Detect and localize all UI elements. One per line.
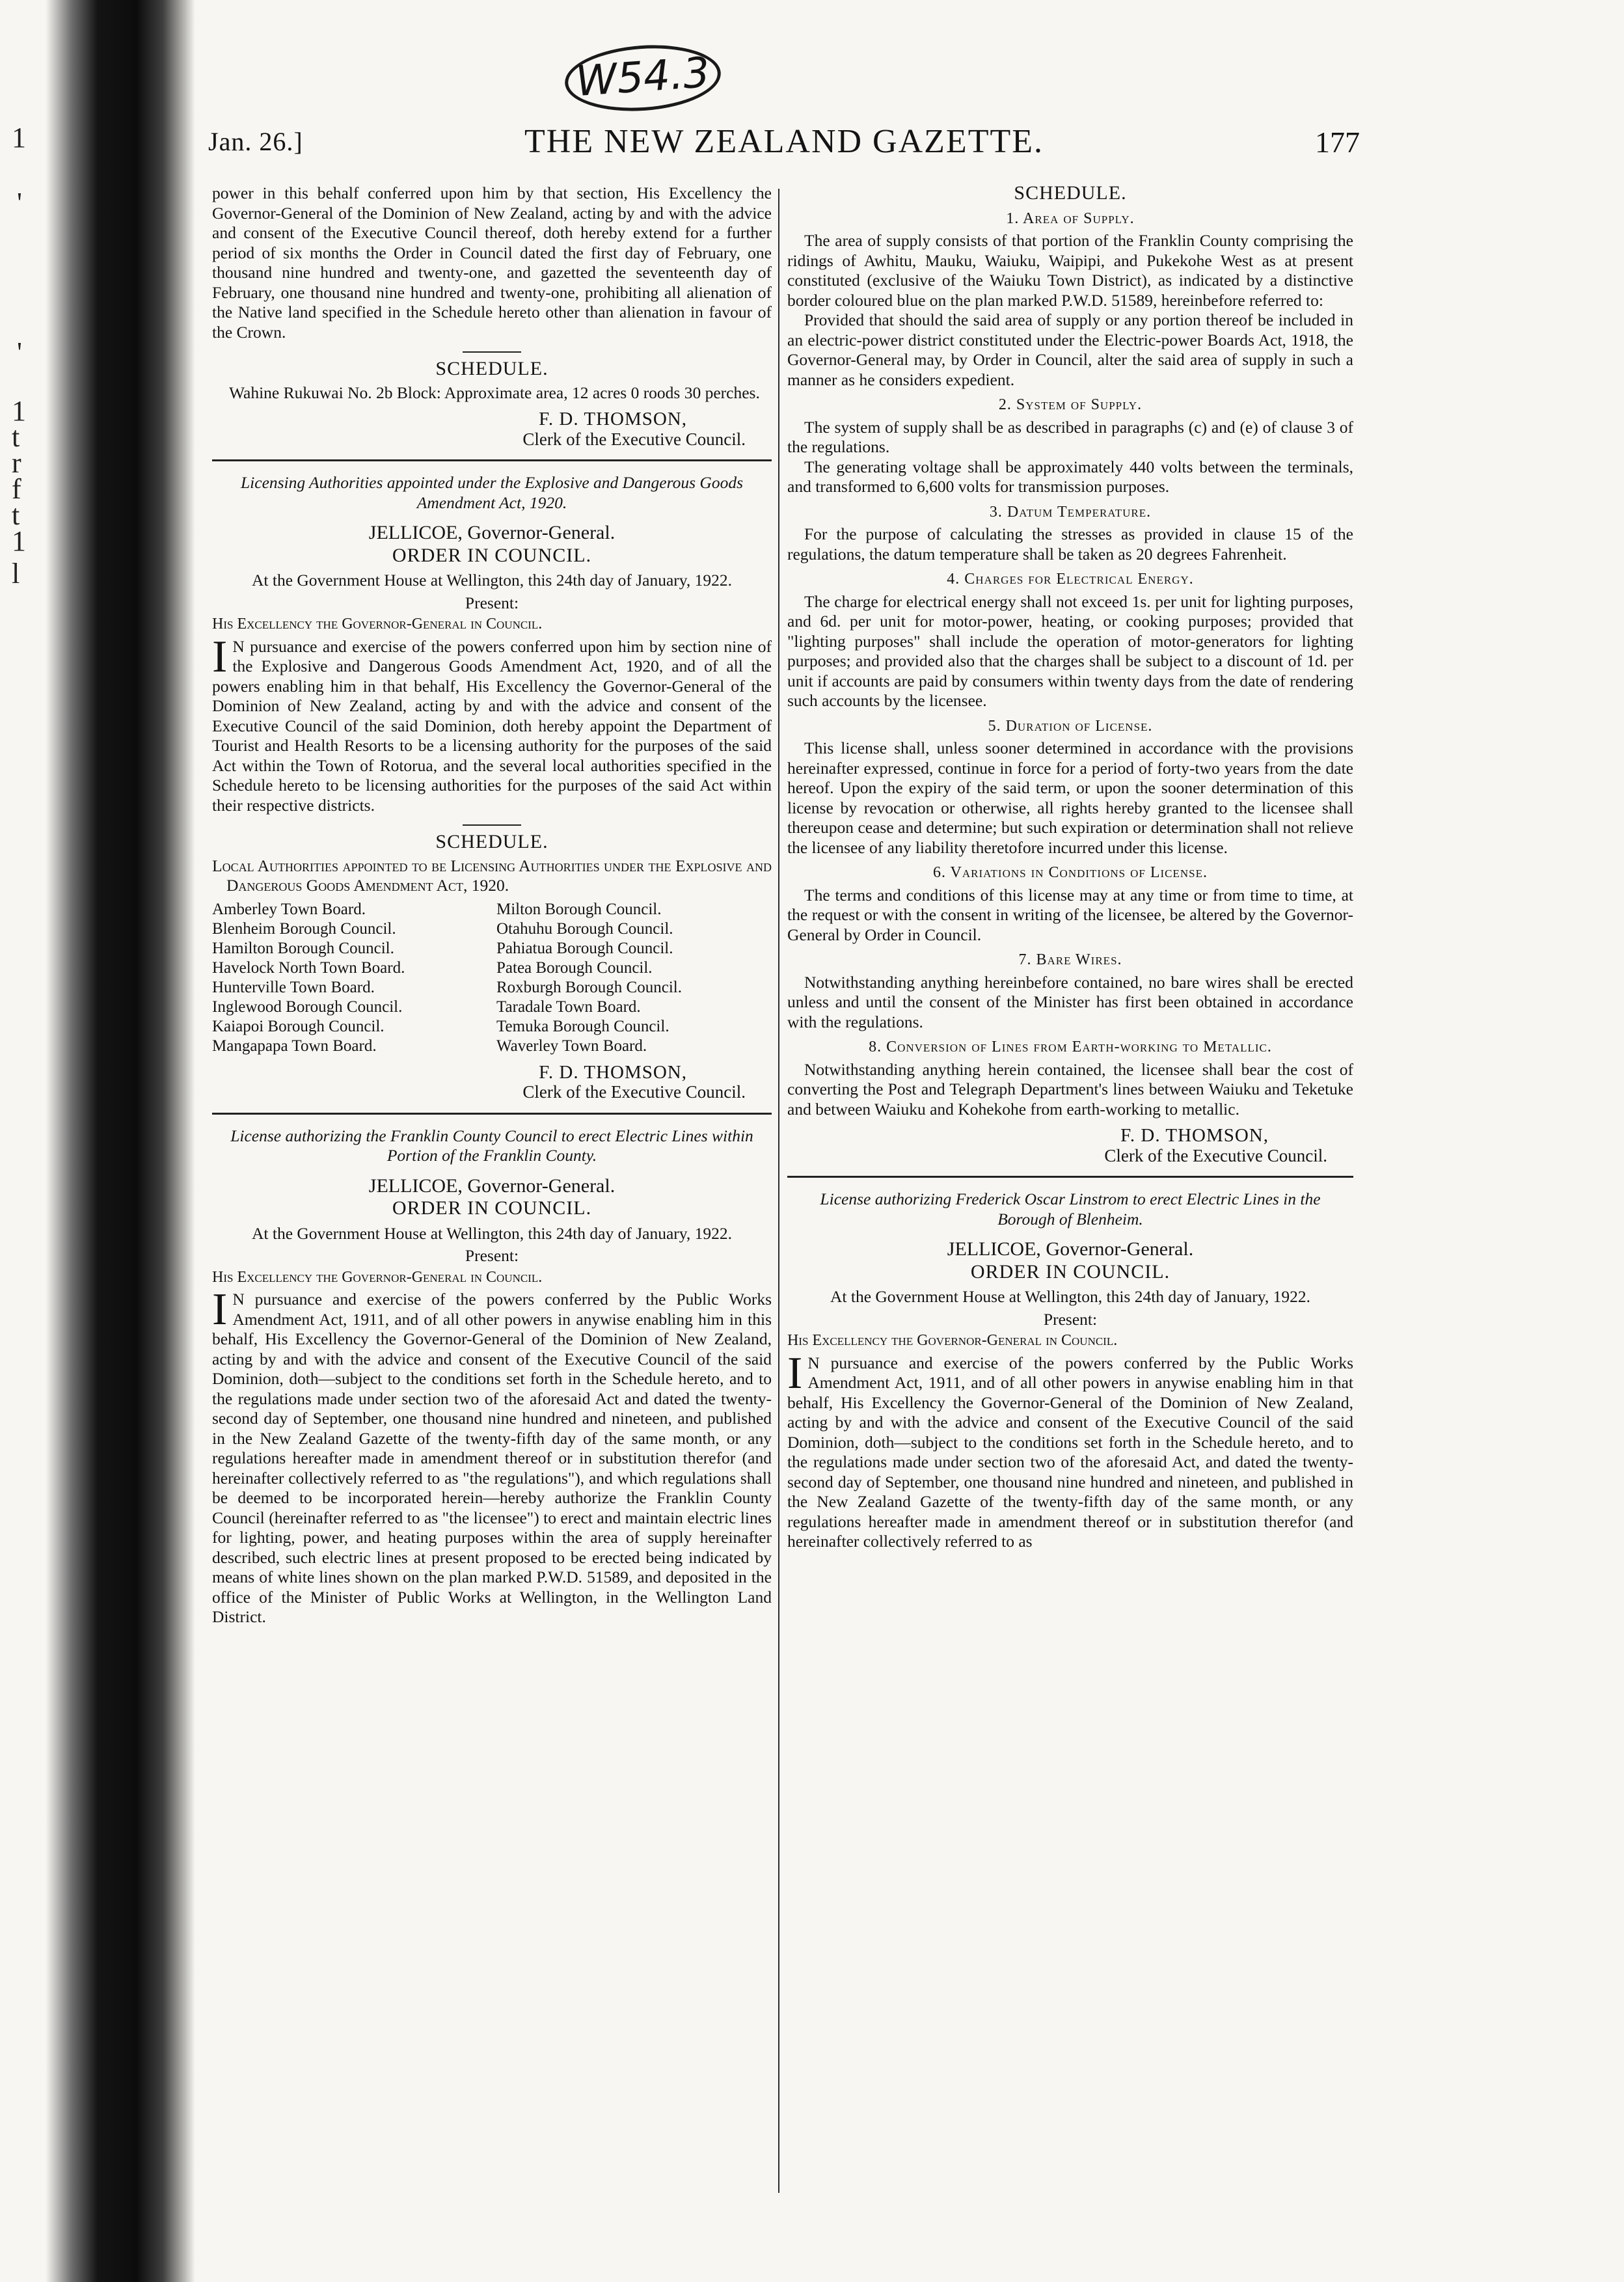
notice-body: I N pursuance and exercise of the powers conferred by the Public Works Amendment Act, 1911, and of all other powers in anywise enabling him in that behalf, His Excellency the Governor-General of the Dominion of New Zealand, acting by and with the advice and consent of the Executive Council of the said Dominion, doth—subject to the conditions set forth in the Schedule hereto, and to the regulations made under section two of the aforesaid Act, and dated the twenty-second day of September, one thousand nine hundred and nineteen, and published in the New Zealand Gazette of the twenty-fifth day of the same month, or any regulations hereafter made in amendment thereof or in substitution therefor (and hereinafter collectively referred to as xyxy=(787,1348,1353,1551)
header-title: THE NEW ZEALAND GAZETTE. xyxy=(524,123,1044,160)
authorities-col-a xyxy=(212,900,487,1056)
list-item: Taradale Town Board. xyxy=(496,998,641,1016)
section-paragraph: The generating voltage shall be approximately 440 volts between the terminals, and transformed to 6,600 volts for transmission purposes. xyxy=(787,457,1353,496)
section-rule xyxy=(212,459,772,461)
list-item: Havelock North Town Board. xyxy=(212,958,405,977)
binding-shadow xyxy=(0,0,195,2282)
present-label: Present: xyxy=(465,1246,519,1265)
schedule-text: Wahine Rukuwai No. 2b Block: Approximate area, 12 acres 0 roods 30 perches. xyxy=(229,383,760,402)
council-line: His Excellency the Governor-General in Council. xyxy=(212,616,543,632)
section-rule xyxy=(212,1113,772,1115)
section-heading: 5. Duration of License. xyxy=(988,717,1153,735)
section-heading: 4. Charges for Electrical Energy. xyxy=(947,571,1194,588)
list-item: Hunterville Town Board. xyxy=(212,978,375,996)
signature-name: F. D. THOMSON, xyxy=(539,1061,687,1083)
present-label: Present: xyxy=(465,593,519,612)
authorities-list xyxy=(212,900,772,1056)
list-item: Pahiatua Borough Council. xyxy=(496,939,673,957)
section-heading: 8. Conversion of Lines from Earth-working to Metallic. xyxy=(869,1039,1272,1055)
section-paragraph: The area of supply consists of that portion of the Franklin County comprising the ridings of Awhitu, Mauku, Waiuku, Waipipi, and Pukekohe West as at present constituted (exclusive of the Waiuku Town District), as indicated by a distinctive border coloured blue on the plan marked P.W.D. 51589, hereinbefore referred to: xyxy=(787,231,1353,310)
list-item: Otahuhu Borough Council. xyxy=(496,919,673,938)
order-in-council: ORDER IN COUNCIL. xyxy=(392,1197,592,1219)
order-in-council: ORDER IN COUNCIL. xyxy=(392,544,592,566)
section-heading: 3. Datum Temperature. xyxy=(989,503,1152,521)
schedule-heading: SCHEDULE. xyxy=(435,358,548,379)
list-item: Temuka Borough Council. xyxy=(496,1017,670,1035)
notice-title: License authorizing Frederick Oscar Linstrom to erect Electric Lines in the Borough of Blenheim. xyxy=(820,1189,1321,1229)
section-heading: 2. System of Supply. xyxy=(998,396,1143,413)
notice-body: I N pursuance and exercise of the powers conferred by the Public Works Amendment Act, 1911, and of all other powers in anywise enabling him in this behalf, His Excellency the Governor-General of the Dominion of New Zealand, acting by and with the advice and consent of the Executive Council of the said Dominion, doth—subject to the conditions set forth in the Schedule hereto, and to the regulations made under section two of the aforesaid Act and dated the twenty-second day of September, one thousand nine hundred and nineteen, and published in the New Zealand Gazette of the twenty-fifth day of the same month, or any regulations hereafter made in amendment thereof or in substitution therefor (and hereinafter collectively referred to as "the regulations"), and which regulations shall be deemed to be incorporated herein—hereby authorize the Franklin County Council (hereinafter referred to as "the licensee") to erect and maintain electric lines for lighting, power, and heating purposes within the area of supply hereinafter described, such electric lines at present proposed to be erected being indicated by means of white lines shown on the plan marked P.W.D. 51589, and deposited in the office of the Minister of Public Works at Wellington, in the Wellington Land District. xyxy=(212,1284,772,1626)
schedule-heading: SCHEDULE. xyxy=(1014,182,1127,204)
short-rule xyxy=(463,824,521,826)
section-paragraph: For the purpose of calculating the stresses as provided in clause 15 of the regulations, the datum temperature shall be taken as 20 degrees Fahrenheit. xyxy=(787,524,1353,564)
list-item: Amberley Town Board. xyxy=(212,900,366,918)
list-item: Roxburgh Borough Council. xyxy=(496,978,682,996)
section-rule xyxy=(787,1176,1353,1178)
drop-cap: I xyxy=(212,1284,228,1335)
place-date: At the Government House at Wellington, this 24th day of January, 1922. xyxy=(251,571,733,590)
short-rule xyxy=(463,351,521,353)
place-date: At the Government House at Wellington, this 24th day of January, 1922. xyxy=(251,1223,733,1243)
list-item: Milton Borough Council. xyxy=(496,900,662,918)
place-date: At the Government House at Wellington, this 24th day of January, 1922. xyxy=(830,1287,1311,1306)
archive-stamp: W54.3 xyxy=(563,40,723,116)
left-column xyxy=(212,183,772,1627)
intro-paragraph: power in this behalf conferred upon him by that section, His Excellency the Governor-General of the Dominion of New Zealand, acting by and with the advice and consent of the Executive Council thereof, doth hereby extend for a further period of six months the Order in Council dated the first day of February, one thousand nine hundred and twenty-one, and gazetted the seventeenth day of February, one thousand nine hundred and twenty-one, prohibiting all alienation of the Native land specified in the Schedule hereto other than alienation in favour of the Crown. xyxy=(212,183,772,342)
governor-general: JELLICOE, Governor-General. xyxy=(947,1238,1194,1260)
signature-name: F. D. THOMSON, xyxy=(539,409,687,429)
notice-title: Licensing Authorities appointed under the Explosive and Dangerous Goods Amendment Act, 1920. xyxy=(240,473,743,512)
header-date: Jan. 26.] xyxy=(208,127,303,156)
notice-body: I N pursuance and exercise of the powers conferred upon him by section nine of the Explosive and Dangerous Goods Amendment Act, 1920, and of all the powers enabling him in that behalf, His Excellency the Governor-General of the Dominion of New Zealand, acting by and with the advice and consent of the Executive Council of the said Dominion, doth hereby appoint the Department of Tourist and Health Resorts to be a licensing authority for the purposes of the said Act within the Town of Rotorua, and the several local authorities specified in the Schedule hereto to be licensing authorities for the purposes of the said Act within their respective districts. xyxy=(212,631,772,815)
section-paragraph: The system of supply shall be as described in paragraphs (c) and (e) of clause 3 of the regulations. xyxy=(787,417,1353,456)
list-item: Mangapapa Town Board. xyxy=(212,1037,377,1055)
section-paragraph: The terms and conditions of this license may at any time or from time to time, at the request or with the consent in writing of the licensee, be altered by the Governor-General by Order in Council. xyxy=(787,885,1353,944)
page-number: 177 xyxy=(1315,126,1360,159)
section-heading: 1. Area of Supply. xyxy=(1006,210,1135,227)
drop-cap: I xyxy=(787,1348,803,1398)
section-paragraph: Notwithstanding anything hereinbefore contained, no bare wires shall be erected unless and until the consent of the Minister has first been obtained in accordance with the regulations. xyxy=(787,972,1353,1031)
signature-title: Clerk of the Executive Council. xyxy=(1104,1145,1327,1165)
right-column xyxy=(787,183,1353,1552)
schedule-subheading: Local Authorities appointed to be Licensing Authorities under the Explosive and Dangerous Goods Amendment Act, 1920. xyxy=(212,856,772,895)
present-label: Present: xyxy=(1043,1309,1098,1329)
signature-name: F. D. THOMSON, xyxy=(1120,1125,1269,1146)
signature-title: Clerk of the Executive Council. xyxy=(522,1082,746,1102)
order-in-council: ORDER IN COUNCIL. xyxy=(970,1260,1171,1283)
authorities-col-b xyxy=(496,900,772,1056)
list-item: Patea Borough Council. xyxy=(496,958,653,977)
governor-general: JELLICOE, Governor-General. xyxy=(368,522,616,543)
section-paragraph: Notwithstanding anything herein contained, the licensee shall bear the cost of converting the Post and Telegraph Department's lines between Waiuku and Teketuke and between Waiuku and Kohekohe from earth-working to metallic. xyxy=(787,1059,1353,1119)
list-item: Hamilton Borough Council. xyxy=(212,939,394,957)
section-paragraph: The charge for electrical energy shall not exceed 1s. per unit for lighting purposes, and 6d. per unit for motor-power, heating, or cooking purposes; provided that "lighting purposes" shall include the operation of motor-generators for lighting purposes; and provided also that the charges shall be subject to a discount of 1d. per unit if accounts are paid by consumers within twenty days from the date of rendering such accounts by the licensee. xyxy=(787,591,1353,710)
signature-title: Clerk of the Executive Council. xyxy=(522,429,746,449)
section-heading: 7. Bare Wires. xyxy=(1018,951,1122,968)
council-line: His Excellency the Governor-General in Council. xyxy=(212,1268,543,1286)
section-paragraph: This license shall, unless sooner determined in accordance with the provisions hereinafter expressed, continue in force for a period of forty-two years from the date hereof. Upon the expiry of the said term, or upon the sooner determination of this license by revocation or otherwise, all rights hereby granted to the licensee shall thereupon cease and determine; but such expiration or determination shall not relieve the licensee of any liability theretofore incurred under this license. xyxy=(787,739,1353,857)
page-header xyxy=(208,122,1360,168)
list-item: Waverley Town Board. xyxy=(496,1037,647,1055)
section-paragraph: Provided that should the said area of supply or any portion thereof be included in an electric-power district constituted under the Electric-power Boards Act, 1918, the Governor-General may, by Order in Council, alter the said area of supply in such a manner as he considers expedient. xyxy=(787,310,1353,389)
list-item: Kaiapoi Borough Council. xyxy=(212,1017,385,1035)
drop-cap: I xyxy=(212,631,228,682)
list-item: Inglewood Borough Council. xyxy=(212,998,403,1016)
column-divider xyxy=(778,189,779,2193)
list-item: Blenheim Borough Council. xyxy=(212,919,396,938)
notice-title: License authorizing the Franklin County Council to erect Electric Lines within Portion of the Franklin County. xyxy=(230,1126,753,1165)
council-line: His Excellency the Governor-General in Council. xyxy=(787,1332,1118,1349)
schedule-heading: SCHEDULE. xyxy=(435,831,548,852)
section-heading: 6. Variations in Conditions of License. xyxy=(932,864,1208,881)
governor-general: JELLICOE, Governor-General. xyxy=(368,1175,616,1197)
